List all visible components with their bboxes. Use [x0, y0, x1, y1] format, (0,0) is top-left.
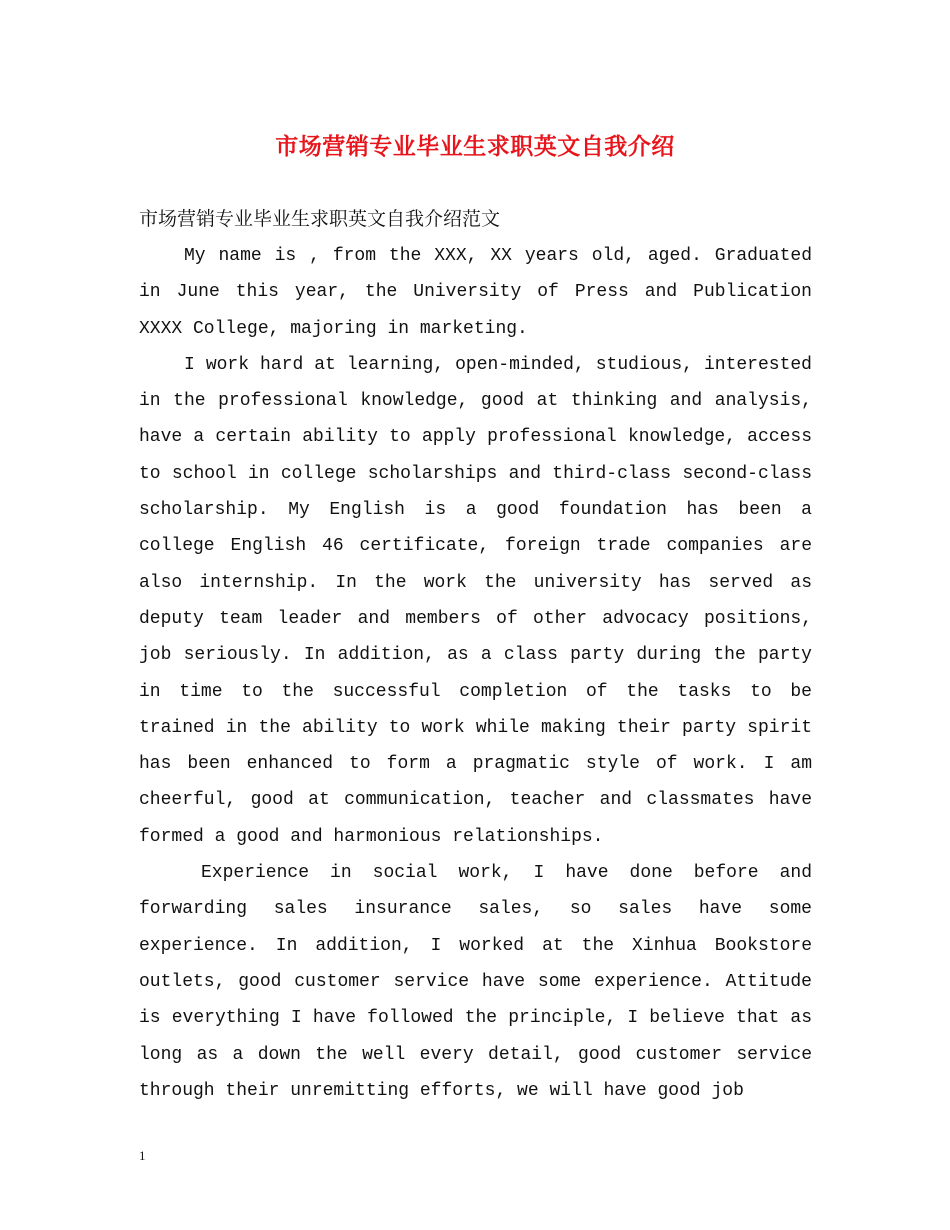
- document-subtitle: 市场营销专业毕业生求职英文自我介绍范文: [139, 208, 501, 230]
- document-title: 市场营销专业毕业生求职英文自我介绍: [275, 133, 675, 160]
- page-number: 1: [139, 1148, 146, 1163]
- paragraph-study: I work hard at learning, open-minded, studious, interested in the professional knowledge, good at thinking and analysis, have a certain ability to apply professional knowledge, access to school in college scholarships and third-class second-class scholarship. My English is a good foundation has been a college English 46 certificate, foreign trade companies are also internship. In the work the university has served as deputy team leader and members of other advocacy positions, job seriously. In addition, as a class party during the party in time to the successful completion of the tasks to be trained in the ability to work while making their party spirit has been enhanced to form a pragmatic style of work. I am cheerful, good at communication, teacher and classmates have formed a good and harmonious relationships.: [139, 354, 812, 847]
- document-body: [139, 238, 812, 1109]
- paragraph-experience: Experience in social work, I have done before and forwarding sales insurance sales, so sales have some experience. In addition, I worked at the Xinhua Bookstore outlets, good customer service have some experience. Attitude is everything I have followed the principle, I believe that as long as a down the well every detail, good customer service through their unremitting efforts, we will have good job: [139, 863, 812, 1101]
- paragraph-introduction: My name is , from the XXX, XX years old, aged. Graduated in June this year, the University of Press and Publication XXXX College, majoring in marketing.: [139, 246, 812, 339]
